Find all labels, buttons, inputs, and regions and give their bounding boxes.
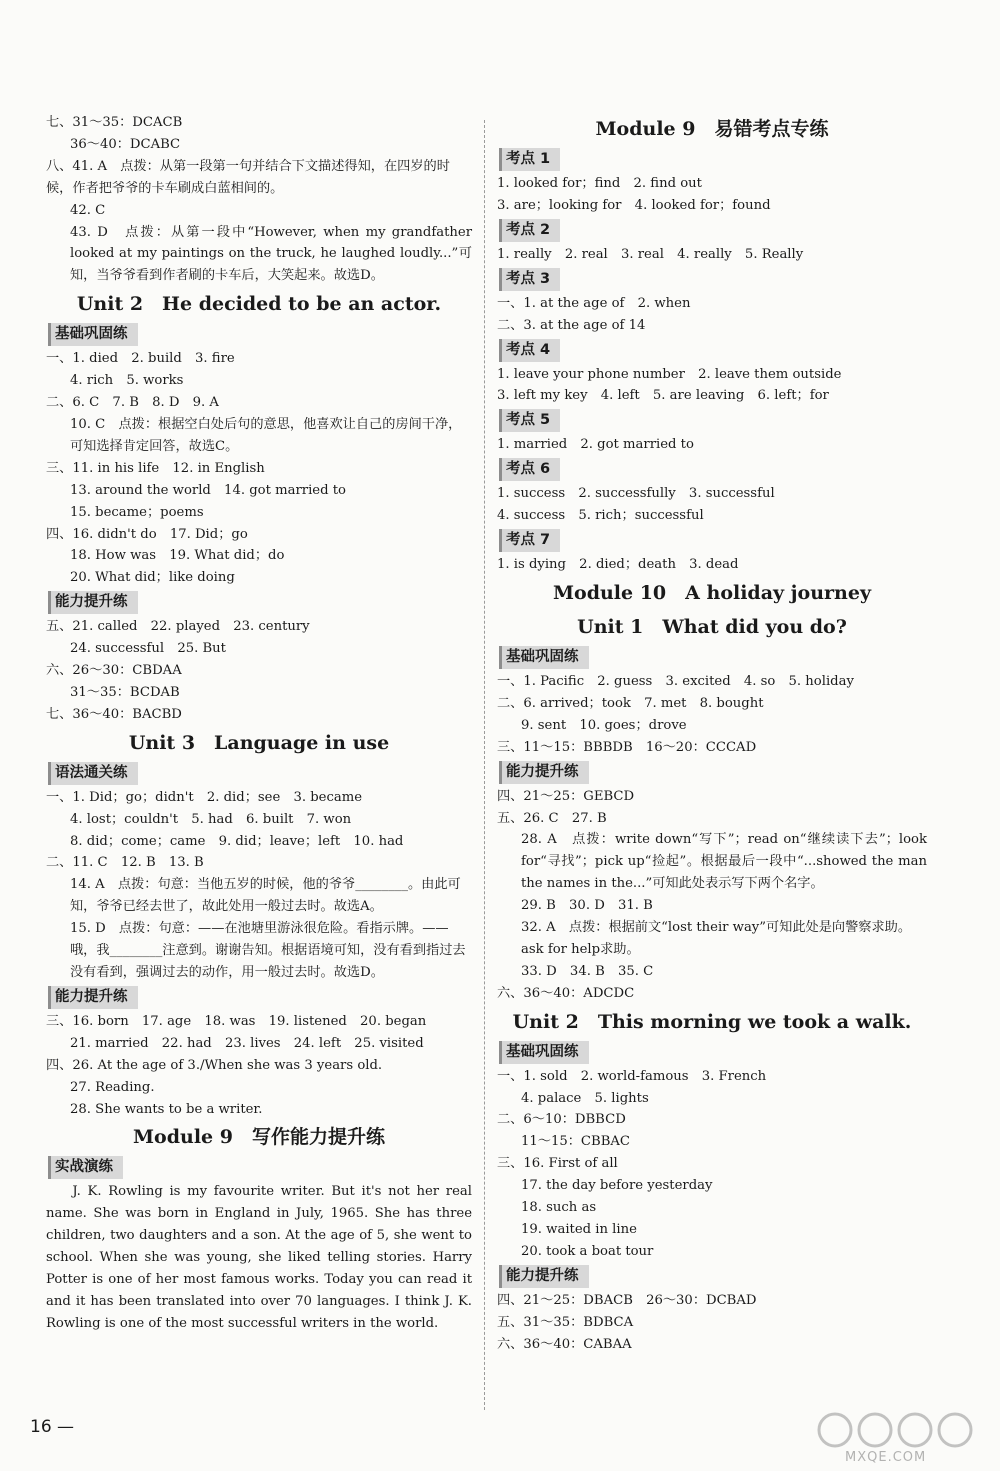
- answer-line: 43. D 点拨：从第一段中“However, when my grandfather looked at my paintings on the truck, he laughed loudly...”可知，当爷爷看到作者刷的卡车后，大笑起来。故选D。: [70, 224, 472, 284]
- answer-line: 七、31～35：DCACB: [46, 115, 183, 130]
- section-tag-row: [497, 644, 927, 671]
- section-heading: Unit 1 What did you do?: [577, 615, 847, 638]
- answer-line: 二、11. C 12. B 13. B: [46, 855, 204, 871]
- section-tag: 考点 1: [499, 148, 560, 171]
- answer-line: 三、11. in his life 12. in English: [46, 460, 265, 476]
- answer-line: 24. successful 25. But: [70, 641, 226, 657]
- answer-line: 36～40：DCABC: [70, 136, 181, 152]
- answer-line: 3. are；looking for 4. looked for；found: [497, 197, 771, 213]
- answer-line: 五、31～35：BDBCA: [497, 1314, 634, 1330]
- answer-line: 13. around the world 14. got married to: [70, 482, 346, 498]
- section-tag: 能力提升练: [499, 761, 589, 784]
- section-tag: 能力提升练: [499, 1265, 589, 1288]
- left-column: [46, 112, 472, 1335]
- answer-line: 20. took a boat tour: [521, 1243, 654, 1259]
- answer-line: 4. palace 5. lights: [521, 1090, 649, 1106]
- answer-line: 4. lost；couldn't 5. had 6. built 7. won: [70, 811, 352, 827]
- answer-line: 19. waited in line: [521, 1222, 637, 1237]
- column-divider: [484, 120, 485, 1410]
- answer-line: 二、6. C 7. B 8. D 9. A: [46, 395, 219, 411]
- section-heading: Module 10 A holiday journey: [552, 581, 871, 604]
- section-tag-row: [46, 760, 472, 787]
- answer-line: 七、36～40：BACBD: [46, 706, 182, 722]
- section-tag: 考点 5: [499, 409, 560, 432]
- section-tag-row: [46, 589, 472, 616]
- answer-line: 四、16. didn't do 17. Did；go: [46, 526, 248, 542]
- answer-line: 28. She wants to be a writer.: [70, 1101, 263, 1117]
- answer-line: 六、36～40：ADCDC: [497, 985, 635, 1001]
- answer-line: 一、1. sold 2. world-famous 3. French: [497, 1068, 767, 1084]
- answer-line: 29. B 30. D 31. B: [521, 898, 653, 914]
- answer-line: 五、21. called 22. played 23. century: [46, 619, 310, 635]
- section-tag: 能力提升练: [48, 591, 138, 614]
- section-tag-row: [497, 407, 927, 434]
- answer-line: 27. Reading.: [70, 1079, 155, 1095]
- answer-line: 9. sent 10. goes；drove: [521, 717, 687, 733]
- essay-paragraph: J. K. Rowling is my favourite writer. But it's not her real name. She was born in England in July, 1965. She has three children, two daughters and a son. At the age of 5, she went to school. When she was young, she liked telling stories. Harry Potter is one of her most famous works. Today you can read it and it has been translated into over 70 languages. I think J. K. Rowling is one of the most successful writers in the world.: [46, 1184, 472, 1331]
- answer-line: 四、26. At the age of 3./When she was 3 years old.: [46, 1057, 383, 1073]
- section-tag-row: [497, 337, 927, 364]
- section-tag: 考点 6: [499, 458, 560, 481]
- answer-line: 一、1. Pacific 2. guess 3. excited 4. so 5. holiday: [497, 673, 854, 689]
- section-tag-row: [497, 759, 927, 786]
- section-tag-row: [497, 266, 927, 293]
- answer-line: 4. success 5. rich；successful: [497, 508, 704, 524]
- answer-line: 15. D 点拨：句意：——在池塘里游泳很危险。看指示牌。——哦，我________注意到。谢谢告知。根据语境可知，没有看到指过去没有看到，强调过去的动作，用一般过去时。故选D。: [70, 921, 466, 980]
- answer-stamp-icon: [815, 1410, 980, 1450]
- watermark-text: MXQE.COM: [845, 1450, 927, 1465]
- answer-line: 10. C 点拨：根据空白处后句的意思，他喜欢让自己的房间干净，可知选择肯定回答，故选C。: [70, 416, 462, 454]
- answer-line: 21. married 22. had 23. lives 24. left 25. visited: [70, 1035, 424, 1051]
- answer-line: 四、21～25：DBACB 26～30：DCBAD: [497, 1292, 757, 1308]
- answer-line: 31～35：BCDAB: [70, 684, 180, 700]
- section-tag: 考点 3: [499, 268, 560, 291]
- answer-line: 1. leave your phone number 2. leave them outside: [497, 366, 842, 382]
- answer-line: 15. became；poems: [70, 504, 204, 520]
- section-heading: Unit 2 He decided to be an actor.: [76, 293, 442, 316]
- answer-line: 六、26～30：CBDAA: [46, 663, 182, 679]
- answer-line: 8. did；come；came 9. did；leave；left 10. had: [70, 833, 404, 849]
- answer-line: 42. C: [70, 202, 106, 218]
- section-tag-row: [497, 217, 927, 244]
- section-tag-row: [497, 1263, 927, 1290]
- answer-line: 三、16. First of all: [497, 1156, 618, 1172]
- answer-line: 18. such as: [521, 1200, 597, 1216]
- answer-line: 二、3. at the age of 14: [497, 317, 646, 333]
- section-tag: 基础巩固练: [499, 1041, 589, 1064]
- answer-line: 三、11～15：BBBDB 16～20：CCCAD: [497, 739, 757, 755]
- section-tag: 考点 7: [499, 529, 560, 552]
- section-tag: 能力提升练: [48, 986, 138, 1009]
- answer-line: 18. How was 19. What did；do: [70, 548, 285, 564]
- answer-line: 20. What did；like doing: [70, 570, 235, 586]
- answer-line: 32. A 点拨：根据前文“lost their way”可知此处是向警察求助。ask for help求助。: [521, 920, 912, 957]
- section-tag-row: [497, 527, 927, 554]
- answer-line: 17. the day before yesterday: [521, 1178, 713, 1194]
- section-heading: Module 9 写作能力提升练: [133, 1126, 385, 1149]
- answer-line: 三、16. born 17. age 18. was 19. listened 20. began: [46, 1013, 427, 1029]
- right-column: [497, 112, 927, 1356]
- section-tag-row: [497, 1039, 927, 1066]
- section-tag: 实战演练: [48, 1156, 123, 1179]
- section-tag: 考点 4: [499, 339, 560, 362]
- answer-line: 一、1. Did；go；didn't 2. did；see 3. became: [46, 789, 363, 805]
- answer-line: 14. A 点拨：句意：当他五岁的时候，他的爷爷________。由此可知，爷爷已经去世了，故此处用一般过去时。故选A。: [70, 877, 461, 915]
- answer-line: 八、41. A 点拨：从第一段第一句并结合下文描述得知，在四岁的时候，作者把爷爷的卡车刷成白蓝相间的。: [46, 158, 450, 196]
- section-tag-row: [46, 1154, 472, 1181]
- answer-line: 1. married 2. got married to: [497, 437, 694, 453]
- page-number: 16 —: [30, 1417, 75, 1437]
- answer-line: 二、6～10：DBBCD: [497, 1112, 626, 1128]
- section-tag-row: [46, 984, 472, 1011]
- answer-line: 33. D 34. B 35. C: [521, 963, 654, 979]
- section-heading: Unit 2 This morning we took a walk.: [512, 1010, 912, 1033]
- section-tag: 基础巩固练: [499, 646, 589, 669]
- section-heading: Module 9 易错考点专练: [595, 118, 829, 140]
- answer-line: 1. success 2. successfully 3. successful: [497, 486, 775, 502]
- section-tag: 考点 2: [499, 219, 560, 242]
- answer-line: 一、1. died 2. build 3. fire: [46, 351, 235, 367]
- answer-line: 1. is dying 2. died；death 3. dead: [497, 557, 739, 573]
- section-tag: 基础巩固练: [48, 323, 138, 346]
- answer-line: 一、1. at the age of 2. when: [497, 295, 691, 311]
- answer-line: 四、21～25：GEBCD: [497, 788, 635, 804]
- answer-line: 1. really 2. real 3. real 4. really 5. Really: [497, 246, 804, 262]
- section-tag-row: [46, 321, 472, 348]
- answer-line: 3. left my key 4. left 5. are leaving 6. left；for: [497, 388, 829, 404]
- section-tag: 语法通关练: [48, 762, 138, 785]
- answer-line: 二、6. arrived；took 7. met 8. bought: [497, 695, 764, 711]
- watermark-logo: [815, 1410, 980, 1468]
- answer-line: 五、26. C 27. B: [497, 810, 607, 826]
- answer-line: 六、36～40：CABAA: [497, 1336, 632, 1352]
- answer-line: 4. rich 5. works: [70, 373, 184, 389]
- answer-line: 28. A 点拨：write down“写下”；read on“继续读下去”；look for“寻找”；pick up“捡起”。根据最后一段中“...showed the man the names in the...”可知此处表示写下两个名字。: [521, 832, 927, 892]
- answer-line: 1. looked for；find 2. find out: [497, 176, 702, 191]
- section-heading: Unit 3 Language in use: [128, 731, 390, 754]
- section-tag-row: [497, 146, 927, 173]
- section-tag-row: [497, 456, 927, 483]
- answer-line: 11～15：CBBAC: [521, 1134, 631, 1150]
